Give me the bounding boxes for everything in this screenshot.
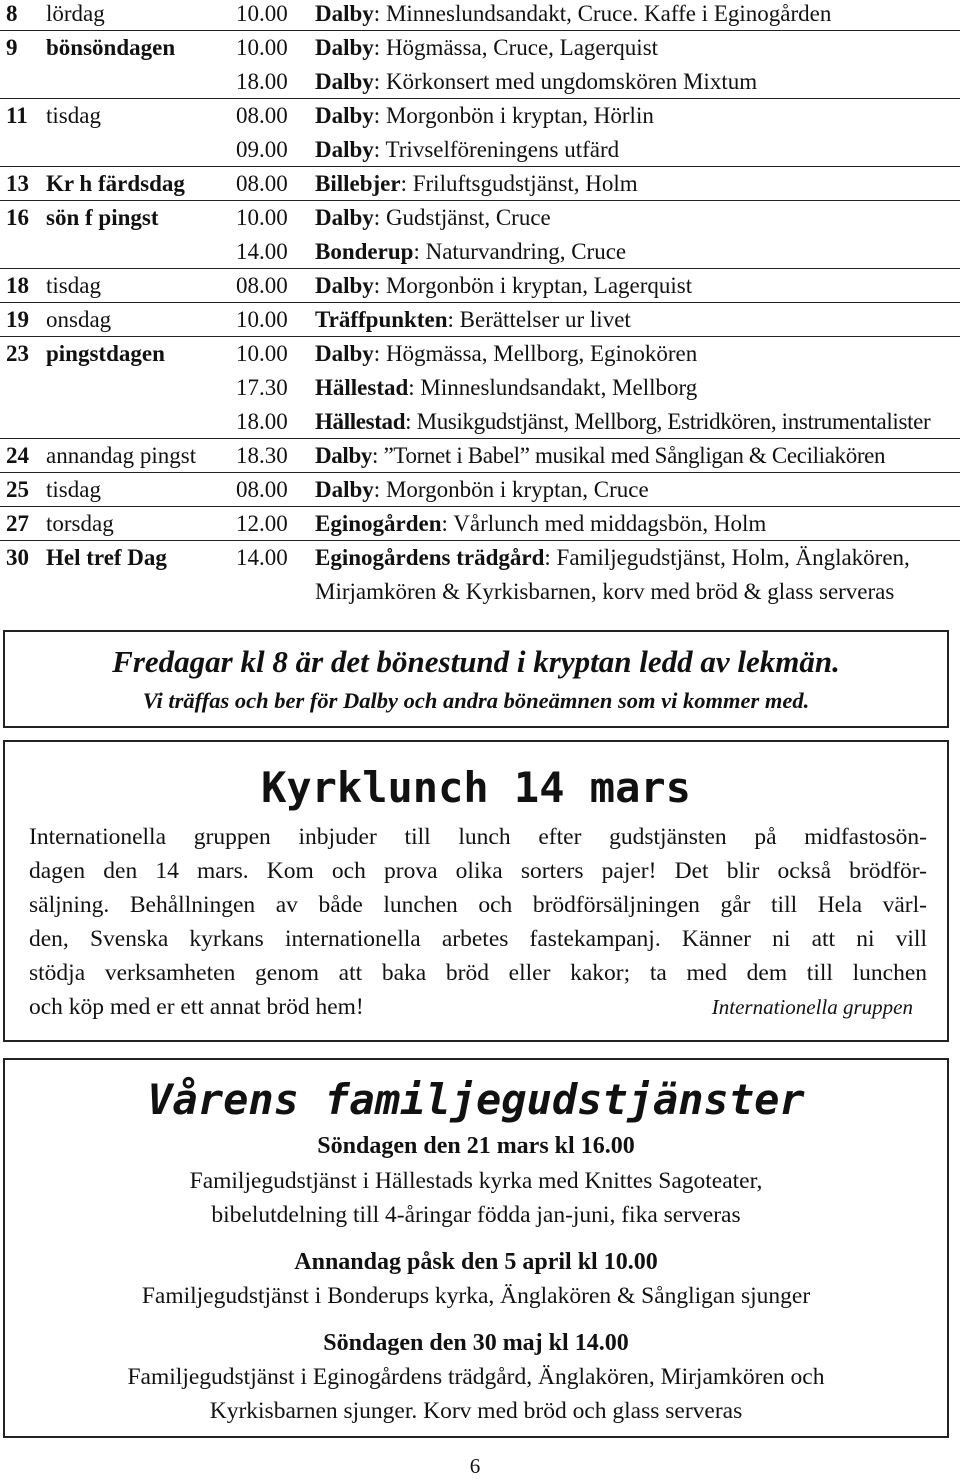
date-number: 23 (6, 341, 29, 366)
calendar-row (0, 201, 960, 235)
event-place: Dalby (315, 69, 374, 94)
event-description: Dalby: Morgonbön i kryptan, Cruce (315, 477, 649, 502)
event-text: Högmässa, Cruce, Lagerquist (385, 35, 659, 60)
event-time: 10.00 (236, 205, 288, 230)
weekday: Kr h färdsdag (46, 171, 185, 196)
event-place: Dalby (315, 341, 374, 366)
weekday: bönsöndagen (46, 35, 176, 60)
body-line: Internationella gruppen inbjuder till lunch efter gudstjänsten på midfastosön- (29, 824, 927, 850)
event-line: Familjegudstjänst i Hällestads kyrka med Knittes Sagoteater, (189, 1168, 763, 1194)
event-text: Gudstjänst, Cruce (385, 205, 551, 230)
event-time: 18.30 (236, 443, 288, 468)
weekday: pingstdagen (46, 341, 165, 366)
event-place: Dalby (315, 1, 374, 26)
event-text: Minneslundsandakt, Cruce. Kaffe i Eginogården (385, 1, 832, 26)
event-text: Mirjamkören & Kyrkisbarnen, korv med bröd & glass serveras (315, 579, 895, 604)
date-number: 11 (6, 103, 28, 128)
event-time: 08.00 (236, 273, 288, 298)
weekday: tisdag (46, 103, 101, 128)
family-services-section (3, 1058, 949, 1438)
weekday: sön f pingst (46, 205, 159, 230)
event-text: Körkonsert med ungdomskören Mixtum (385, 69, 758, 94)
event-text: Familjegudstjänst, Holm, Änglakören, (556, 545, 910, 570)
calendar-row (0, 507, 960, 541)
event-text: Morgonbön i kryptan, Cruce (385, 477, 649, 502)
event-time: 10.00 (236, 1, 288, 26)
event-line: bibelutdelning till 4-åringar födda jan-juni, fika serveras (211, 1202, 741, 1228)
event-time: 09.00 (236, 137, 288, 162)
calendar-row (0, 439, 960, 473)
friday-prayer-notice (3, 630, 949, 728)
event-place: Eginogården (315, 511, 442, 536)
calendar-row (0, 575, 960, 609)
calendar-row (0, 371, 960, 405)
event-place: Dalby (315, 35, 374, 60)
event-date: Söndagen den 21 mars kl 16.00 (317, 1133, 635, 1159)
body-line: säljning. Behållningen av både lunchen och brödförsäljningen går till Hela värl- (29, 892, 927, 918)
weekday: tisdag (46, 273, 101, 298)
calendar-row (0, 337, 960, 371)
event-time: 12.00 (236, 511, 288, 536)
calendar-row (0, 0, 960, 31)
event-description: Dalby: Högmässa, Cruce, Lagerquist (315, 35, 659, 60)
event-description: Dalby: Morgonbön i kryptan, Lagerquist (315, 273, 693, 298)
event-text: ”Tornet i Babel” musikal med Sångligan & Ceciliakören (383, 443, 886, 468)
page-number: 6 (469, 1454, 481, 1478)
event-time: 08.00 (236, 171, 288, 196)
calendar-row (0, 65, 960, 99)
event-place: Hällestad (315, 375, 409, 400)
event-description: Träffpunkten: Berättelser ur livet (315, 307, 631, 332)
event-text: Berättelser ur livet (459, 307, 631, 332)
event-description: Dalby: ”Tornet i Babel” musikal med Sångligan & Ceciliakören (315, 443, 886, 468)
date-number: 24 (6, 443, 29, 468)
calendar-row (0, 473, 960, 507)
event-description: Dalby: Trivselföreningens utfärd (315, 137, 620, 162)
body-line: dagen den 14 mars. Kom och prova olika sorters pajer! Det blir också brödför- (29, 858, 927, 884)
notice-headline: Fredagar kl 8 är det bönestund i kryptan ledd av lekmän. (112, 644, 840, 679)
event-place: Dalby (315, 205, 374, 230)
event-text: Naturvandring, Cruce (425, 239, 627, 264)
event-description: Dalby: Gudstjänst, Cruce (315, 205, 551, 230)
event-text: Morgonbön i kryptan, Lagerquist (385, 273, 693, 298)
event-text: Högmässa, Mellborg, Eginokören (385, 341, 698, 366)
event-description: Billebjer: Friluftsgudstjänst, Holm (315, 171, 638, 196)
event-time: 18.00 (236, 69, 288, 94)
event-place: Dalby (315, 137, 374, 162)
event-time: 10.00 (236, 341, 288, 366)
calendar-row (0, 99, 960, 133)
event-time: 08.00 (236, 103, 288, 128)
event-place: Bonderup (315, 239, 414, 264)
event-description: Dalby: Morgonbön i kryptan, Hörlin (315, 103, 654, 128)
weekday: onsdag (46, 307, 112, 332)
calendar-row (0, 235, 960, 269)
event-place: Dalby (315, 103, 374, 128)
date-number: 25 (6, 477, 29, 502)
event-place: Billebjer (315, 171, 401, 196)
event-date: Söndagen den 30 maj kl 14.00 (323, 1330, 629, 1356)
event-text: Minneslundsandakt, Mellborg (420, 375, 698, 400)
event-place: Dalby (315, 443, 373, 468)
weekday: torsdag (46, 511, 114, 536)
calendar-row (0, 303, 960, 337)
date-number: 30 (6, 545, 29, 570)
event-description: Dalby: Högmässa, Mellborg, Eginokören (315, 341, 698, 366)
signature: Internationella gruppen (711, 995, 913, 1019)
event-time: 14.00 (236, 239, 288, 264)
event-line: Familjegudstjänst i Eginogårdens trädgård, Änglakören, Mirjamkören och (127, 1364, 825, 1390)
event-text: Vårlunch med middagsbön, Holm (453, 511, 767, 536)
weekday: tisdag (46, 477, 101, 502)
calendar-row (0, 133, 960, 167)
event-place: Träffpunkten (315, 307, 448, 332)
event-description: Hällestad: Minneslundsandakt, Mellborg (315, 375, 698, 400)
calendar-row (0, 167, 960, 201)
event-time: 08.00 (236, 477, 288, 502)
event-description: Dalby: Minneslundsandakt, Cruce. Kaffe i Eginogården (315, 1, 832, 26)
event-description: Eginogården: Vårlunch med middagsbön, Holm (315, 511, 767, 536)
weekday: annandag pingst (46, 443, 197, 468)
date-number: 16 (6, 205, 29, 230)
event-time: 10.00 (236, 307, 288, 332)
calendar-row (0, 541, 960, 575)
event-text: Musikgudstjänst, Mellborg, Estridkören, instrumentalister (416, 409, 931, 434)
event-line: Kyrkisbarnen sjunger. Korv med bröd och glass serveras (209, 1398, 743, 1424)
calendar-row (0, 31, 960, 65)
event-text: Friluftsgudstjänst, Holm (412, 171, 638, 196)
event-place: Dalby (315, 477, 374, 502)
event-line: Familjegudstjänst i Bonderups kyrka, Änglakören & Sångligan sjunger (141, 1283, 811, 1309)
date-number: 13 (6, 171, 29, 196)
body-line: den, Svenska kyrkans internationella arbetes fastekampanj. Känner ni att ni vill (29, 926, 927, 952)
event-place: Dalby (315, 273, 374, 298)
event-text: Trivselföreningens utfärd (385, 137, 620, 162)
body-line: stödja verksamheten genom att baka bröd eller kakor; ta med dem till lunchen (29, 960, 927, 986)
calendar-row (0, 405, 960, 439)
event-place: Hällestad (315, 409, 406, 434)
weekday: Hel tref Dag (46, 545, 167, 570)
kyrklunch-section (3, 740, 949, 1042)
body-line: och köp med er ett annat bröd hem! (29, 994, 364, 1020)
date-number: 9 (6, 35, 18, 60)
event-time: 18.00 (236, 409, 288, 434)
event-description: Dalby: Körkonsert med ungdomskören Mixtum (315, 69, 758, 94)
event-place: Eginogårdens trädgård (315, 545, 545, 570)
date-number: 19 (6, 307, 29, 332)
event-time: 10.00 (236, 35, 288, 60)
section-heading: Vårens familjegudstjänster (147, 1075, 805, 1124)
date-number: 27 (6, 511, 29, 536)
event-text: Morgonbön i kryptan, Hörlin (385, 103, 654, 128)
event-description: Eginogårdens trädgård: Familjegudstjänst, Holm, Änglakören, (315, 545, 910, 570)
date-number: 18 (6, 273, 29, 298)
event-date: Annandag påsk den 5 april kl 10.00 (294, 1249, 658, 1275)
event-description: Hällestad: Musikgudstjänst, Mellborg, Estridkören, instrumentalister (315, 409, 931, 434)
event-time: 17.30 (236, 375, 288, 400)
weekday: lördag (46, 1, 105, 26)
notice-subline: Vi träffas och ber för Dalby och andra böneämnen som vi kommer med. (142, 688, 810, 713)
section-heading: Kyrklunch 14 mars (261, 763, 691, 812)
event-time: 14.00 (236, 545, 288, 570)
date-number: 8 (6, 1, 18, 26)
event-description: Bonderup: Naturvandring, Cruce (315, 239, 627, 264)
calendar-row (0, 269, 960, 303)
